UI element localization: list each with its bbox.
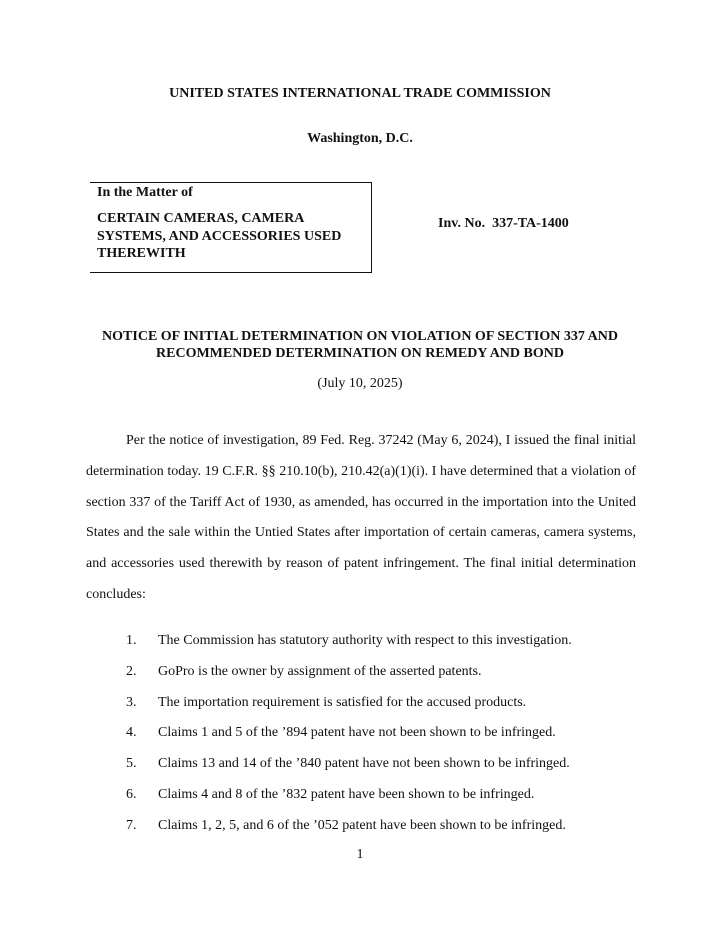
commission-heading: UNITED STATES INTERNATIONAL TRADE COMMISSION <box>169 86 551 101</box>
body-line: section 337 of the Tariff Act of 1930, as amended, has occurred in the importation into the United <box>86 494 636 510</box>
list-item-text: The Commission has statutory authority with respect to this investigation. <box>158 633 572 648</box>
list-item-number: 5. <box>126 756 137 772</box>
list-item-number: 3. <box>126 694 137 710</box>
notice-title <box>60 328 660 362</box>
list-item <box>126 786 646 817</box>
list-item-text: Claims 4 and 8 of the ’832 patent have been shown to be infringed. <box>158 786 535 802</box>
notice-title-line: RECOMMENDED DETERMINATION ON REMEDY AND BOND <box>156 346 564 361</box>
matter-label: In the Matter of <box>97 185 193 200</box>
list-item <box>126 724 646 755</box>
investigation-number: Inv. No. 337-TA-1400 <box>438 216 569 231</box>
list-item-number: 6. <box>126 786 137 802</box>
notice-title-line: NOTICE OF INITIAL DETERMINATION ON VIOLATION OF SECTION 337 AND <box>102 329 618 344</box>
list-item-number: 2. <box>126 663 137 679</box>
body-line: Per the notice of investigation, 89 Fed. Reg. 37242 (May 6, 2024), I issued the final initial <box>126 433 636 448</box>
location-heading: Washington, D.C. <box>307 131 413 146</box>
matter-title-line: THEREWITH <box>97 246 186 261</box>
list-item-number: 1. <box>126 633 137 648</box>
list-item-text: Claims 1 and 5 of the ’894 patent have not been shown to be infringed. <box>158 725 556 741</box>
body-line: States and the sale within the Untied States after importation of certain cameras, camera systems, <box>86 525 636 541</box>
list-item <box>126 817 646 848</box>
list-item-text: The importation requirement is satisfied for the accused products. <box>158 694 527 710</box>
body-paragraph <box>86 426 636 611</box>
list-item-text: GoPro is the owner by assignment of the asserted patents. <box>158 663 482 679</box>
body-line: determination today. 19 C.F.R. §§ 210.10(b), 210.42(a)(1)(i). I have determined that a violation of <box>86 463 636 479</box>
notice-date: (July 10, 2025) <box>317 376 403 391</box>
matter-title <box>97 210 367 263</box>
body-line: and accessories used therewith by reason of patent infringement. The final initial determination <box>86 556 636 572</box>
list-item <box>126 663 646 694</box>
matter-title-line: SYSTEMS, AND ACCESSORIES USED <box>97 228 342 244</box>
matter-title-line: CERTAIN CAMERAS, CAMERA <box>97 211 305 226</box>
list-item-number: 7. <box>126 817 137 833</box>
page-number: 1 <box>356 847 364 862</box>
conclusions-list <box>126 632 646 848</box>
list-item-number: 4. <box>126 725 137 741</box>
list-item <box>126 755 646 786</box>
list-item-text: Claims 1, 2, 5, and 6 of the ’052 patent have been shown to be infringed. <box>158 817 566 833</box>
list-item <box>126 632 646 663</box>
list-item <box>126 694 646 725</box>
body-line: concludes: <box>86 586 146 602</box>
list-item-text: Claims 13 and 14 of the ’840 patent have not been shown to be infringed. <box>158 756 570 772</box>
